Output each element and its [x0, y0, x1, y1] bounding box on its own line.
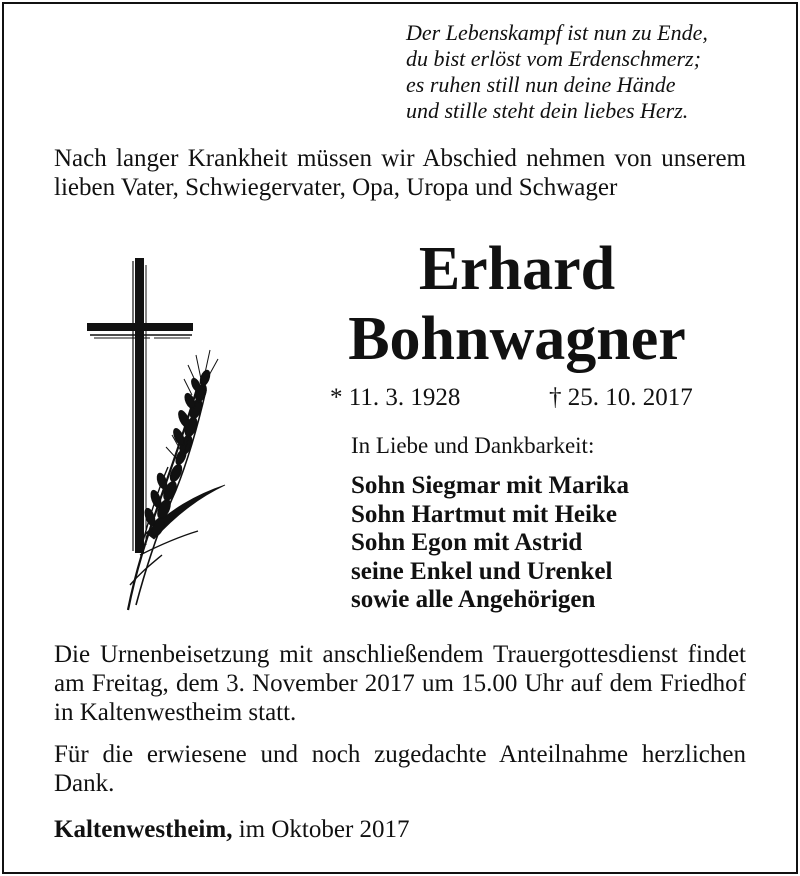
mourner-line: Sohn Egon mit Astrid [351, 529, 583, 556]
first-name: Erhard [418, 235, 616, 303]
mourner-line: sowie alle Angehörigen [351, 586, 596, 613]
mourners-list [351, 472, 629, 615]
intro-text: Nach langer Krankheit müssen wir Abschied nehmen von unserem lieben Vater, Schwiegervater, Opa, Uropa und Schwager [54, 145, 746, 201]
poem-line: Der Lebenskampf ist nun zu Ende, [406, 20, 708, 45]
memorial-poem [406, 20, 776, 124]
birth-date: * 11. 3. 1928 [330, 384, 461, 411]
cross-with-wheat-icon [80, 255, 240, 620]
mourner-line: seine Enkel und Urenkel [351, 557, 613, 585]
last-name: Bohnwagner [348, 305, 686, 373]
burial-notice: Die Urnenbeisetzung mit anschließendem Trauergottesdienst findet am Freitag, dem 3. November 2017 um 15.00 Uhr auf dem Friedhof in Kaltenwestheim statt. [54, 641, 746, 726]
mourner-line: Sohn Hartmut mit Heike [351, 500, 617, 528]
closing-place: Kaltenwestheim, [54, 816, 233, 843]
gratitude-heading: In Liebe und Dankbarkeit: [351, 433, 595, 458]
closing-date: im Oktober 2017 [238, 816, 410, 843]
mourner-line: Sohn Siegmar mit Marika [351, 472, 630, 499]
death-date: † 25. 10. 2017 [549, 384, 693, 411]
thanks-text: Für die erwiesene und noch zugedachte Anteilnahme herzlichen Dank. [54, 741, 746, 797]
closing-line [54, 815, 410, 845]
poem-line: es ruhen still nun deine Hände [406, 72, 676, 97]
poem-line: und stille steht dein liebes Herz. [406, 98, 689, 123]
poem-line: du bist erlöst vom Erdenschmerz; [406, 46, 701, 71]
deceased-name [250, 234, 784, 374]
